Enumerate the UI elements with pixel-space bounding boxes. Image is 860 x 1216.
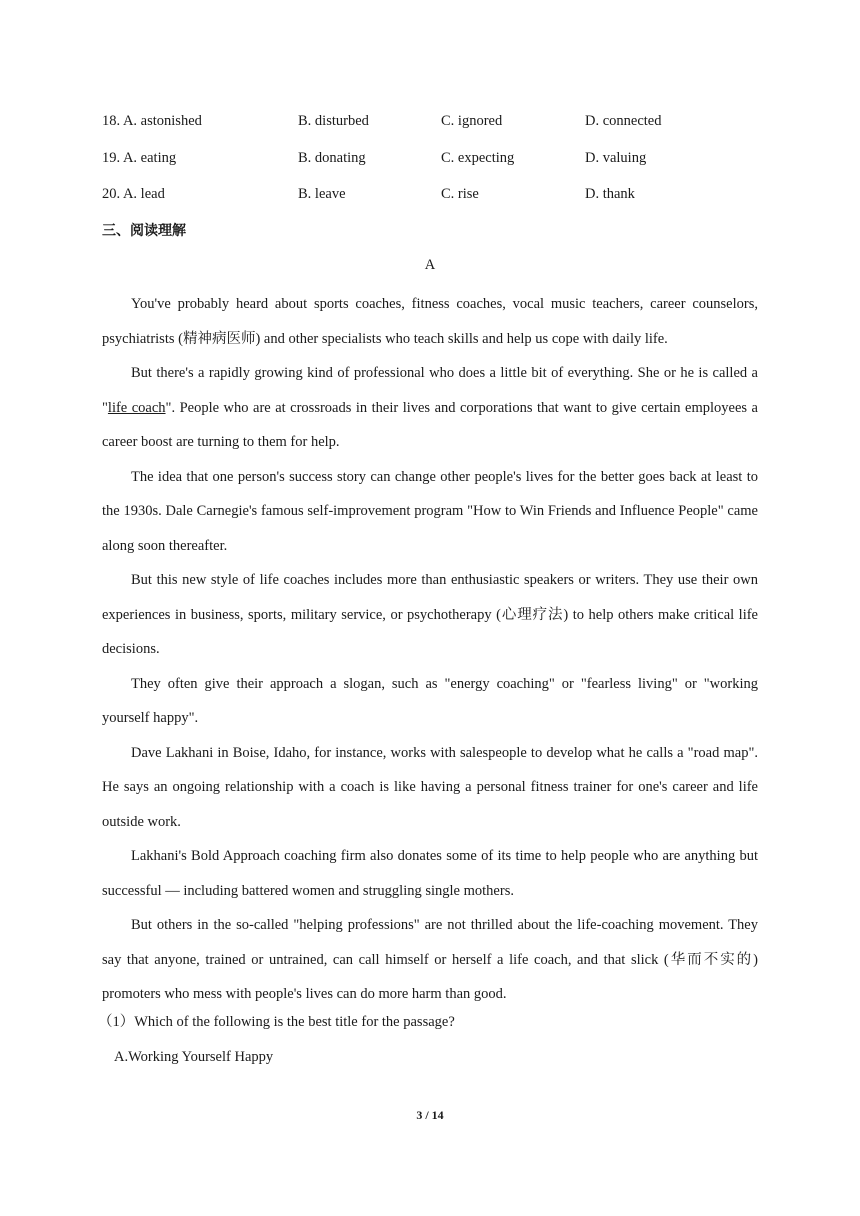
paragraph-2 [102, 356, 758, 460]
option-18-c: C. ignored [441, 113, 503, 129]
option-text: A. lead [122, 186, 165, 202]
option-20-a [102, 183, 165, 205]
option-20-b: B. leave [298, 186, 346, 202]
paragraph-7: Lakhani's Bold Approach coaching firm also donates some of its time to help people who are anything but successful — including battered women and struggling single mothers. [102, 848, 758, 899]
option-text: A. eating [122, 150, 177, 166]
option-18-a [102, 110, 202, 132]
question-20-options [102, 183, 758, 205]
option-text: A. astonished [122, 113, 202, 129]
question-1-choice-a: A.Working Yourself Happy [114, 1049, 274, 1065]
question-18-options [102, 110, 758, 132]
question-1: （1）Which of the following is the best title for the passage? [98, 1014, 455, 1030]
option-20-d: D. thank [585, 186, 635, 202]
passage-label: A [424, 257, 436, 273]
option-19-b: B. donating [298, 150, 366, 166]
paragraph-8: But others in the so-called "helping professions" are not thrilled about the life-coaching movement. They say that anyone, trained or untrained, can call himself or herself a life coach, and that slick (华而不实的) promoters who mess with people's lives can do more harm than good. [102, 917, 758, 1002]
section-heading: 三、阅读理解 [102, 223, 186, 239]
option-19-a [102, 147, 176, 169]
question-number: 20. [102, 186, 121, 202]
question-number: 18. [102, 113, 121, 129]
option-19-c: C. expecting [441, 150, 515, 166]
passage-body [102, 287, 758, 1012]
paragraph-4: But this new style of life coaches includes more than enthusiastic speakers or writers. They use their own experiences in business, sports, military service, or psychotherapy (心理疗法) to help others make critical life decisions. [102, 572, 758, 657]
paragraph-2-text: But there's a rapidly growing kind of professional who does a little bit of everything. She or he is called a " [102, 365, 758, 416]
paragraph-1: You've probably heard about sports coaches, fitness coaches, vocal music teachers, career counselors, psychiatrists (精神病医师) and other specialists who teach skills and help us cope with daily life. [102, 296, 758, 347]
option-19-d: D. valuing [585, 150, 647, 166]
paragraph-6: Dave Lakhani in Boise, Idaho, for instance, works with salespeople to develop what he calls a "road map". He says an ongoing relationship with a coach is like having a personal fitness trainer for one's career and life outside work. [102, 744, 758, 830]
option-18-b: B. disturbed [298, 113, 369, 129]
option-18-d: D. connected [585, 113, 662, 129]
paragraph-3: The idea that one person's success story can change other people's lives for the better goes back at least to the 1930s. Dale Carnegie's famous self-improvement program "How to Win Friends and Influence People" came along soon thereafter. [102, 468, 758, 554]
question-number: 19. [102, 150, 121, 166]
paragraph-2-text-end: ". People who are at crossroads in their lives and corporations that want to give certain employees a career boost are turning to them for help. [102, 399, 758, 450]
document-page [98, 0, 758, 1216]
life-coach-term: life coach [107, 399, 166, 416]
page-number: 3 / 14 [416, 1108, 444, 1122]
question-19-options [102, 147, 758, 169]
option-20-c: C. rise [441, 186, 479, 202]
paragraph-5: They often give their approach a slogan, such as "energy coaching" or "fearless living" or "working yourself happy". [102, 675, 758, 726]
